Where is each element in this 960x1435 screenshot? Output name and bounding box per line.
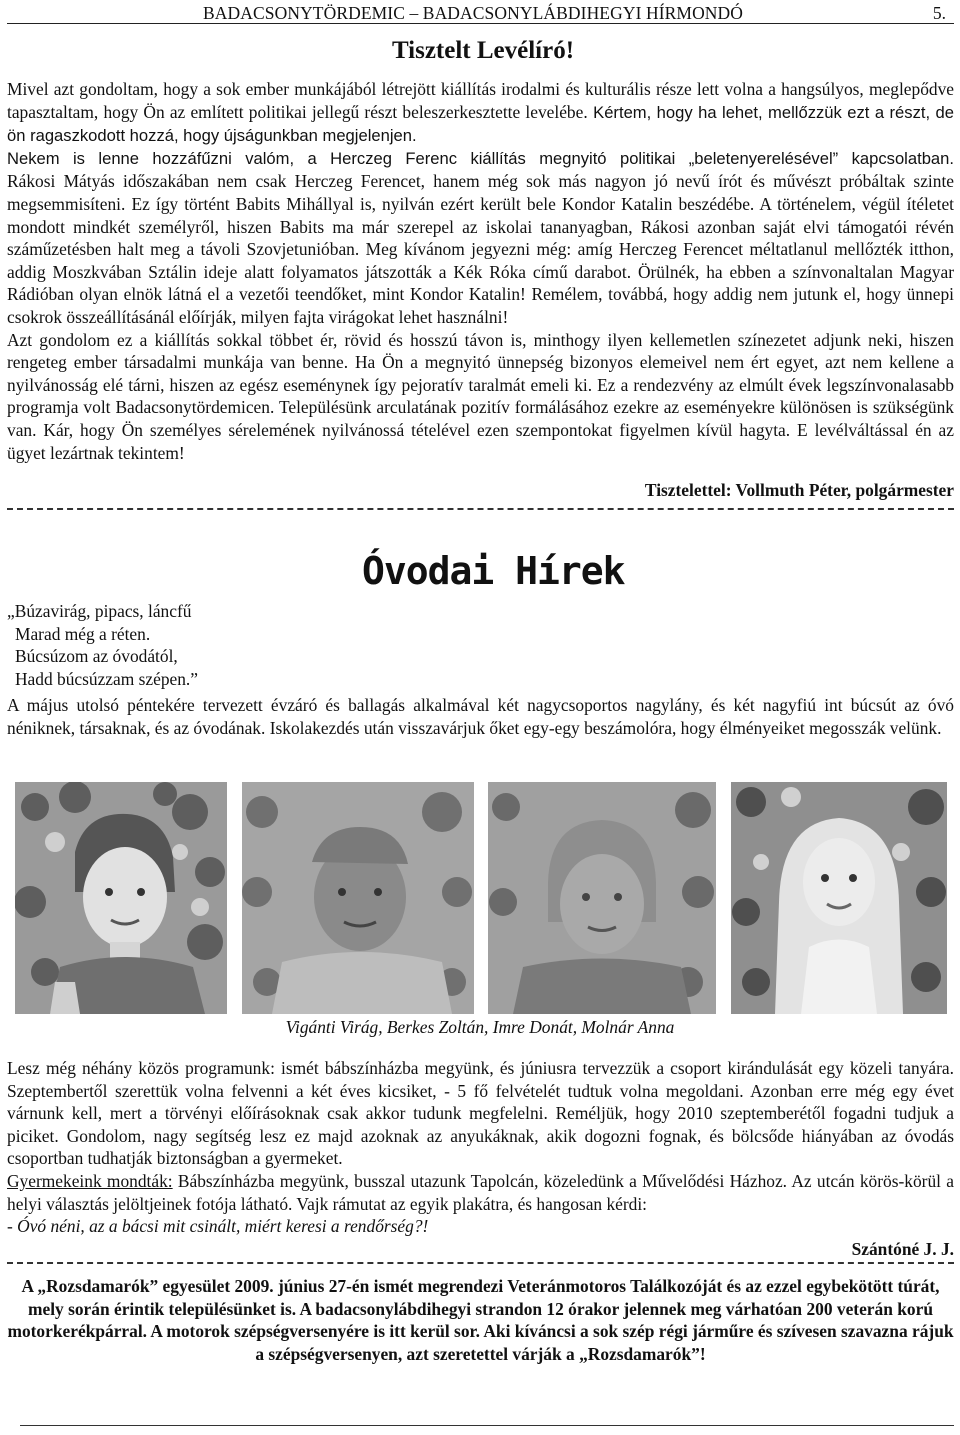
poem [7, 600, 198, 690]
letter-signature: Tisztelettel: Vollmuth Péter, polgármester [644, 480, 954, 501]
child-photo [488, 782, 716, 1014]
child-photo [15, 782, 227, 1014]
letter-text: Kértem, hogy ha lehet, mellőzzük ezt a részt, de ön ragaszkodott hozzá, hogy újságunkban megjelenjen. [7, 102, 954, 146]
announcement [7, 1262, 954, 1365]
poem-line: Marad még a réten. [15, 623, 151, 644]
photo-caption: Vigánti Virág, Berkes Zoltán, Imre Donát, Molnár Anna [285, 1017, 675, 1037]
letter-paragraph [7, 78, 954, 148]
poem-line: Búcsúzom az óvodától, [15, 646, 178, 667]
letter-title: Tisztelt Levélíró! [391, 37, 575, 64]
child-photo [242, 782, 474, 1014]
kindergarten-signature: Szántóné J. J. [851, 1238, 954, 1259]
kids-said-text: Bábszínházba megyünk, busszal utazunk Tapolcán, közeledünk a Művelődési Házhoz. Az utcán körös-körül a helyi választás jelöltjeinek fotója látható. Vajk rámutat az egyik plakátra, és hangosan kérdi: [7, 1170, 954, 1214]
kid-quote: - Óvó néni, az a bácsi mit csinált, miért keresi a rendőrség?! [7, 1216, 429, 1237]
section-divider [7, 508, 954, 510]
kindergarten-news-title: Óvodai Hírek [362, 549, 625, 593]
page-number: 5. [932, 3, 946, 23]
poem-line: „Búzavirág, pipacs, láncfű [7, 601, 192, 621]
kindergarten-paragraph: Lesz még néhány közös programunk: ismét bábszínházba megyünk, és júniusra tervezzük a csoport kirándulását egy közeli tanyára. Szeptembertől szerettük volna felvenni a két éves kicsiket, - 5 fő felvételét tudtuk volna megoldani. Azonban erre még egy évet várnunk kell, mert a törvényi előírásoknak csak akkor tudunk megfelelni. Reméljük, hogy 2010 szeptemberétől fogadni tudjuk a piciket. Gondolom, nagy segítség lesz ez majd azoknak az anyukáknak, akik dogozni fognak, és bölcsőde hiányában az óvodás csoportban tudhatják biztonságban a gyermeket. [7, 1058, 954, 1169]
kindergarten-paragraph: A május utolsó péntekére tervezett évzáró és ballagás alkalmával két nagycsoportos nagylány, és két nagyfiú int búcsút az óvó néniknek, társaknak, és az óvodának. Iskolakezdés után visszavárjuk őket egy-egy beszámolóra, hogy élményeiket megosszák velünk. [7, 695, 954, 738]
section-divider [7, 1262, 954, 1264]
newsletter-title: BADACSONYTÖRDEMIC – BADACSONYLÁBDIHEGYI HÍRMONDÓ [203, 3, 744, 23]
kindergarten-intro [7, 694, 954, 739]
announcement-text: A „Rozsdamarók” egyesület 2009. június 27-én ismét megrendezi Veteránmotoros Találkozóját és az ezzel egybekötött túrát, mely során érintik településünket is. A badacsonylábdihegyi strandon 12 órakor jelennek meg várhatóan 200 veterán korú motorkerékpárral. A motorok szépségversenyére is itt kerül sor. Aki kíváncsi a sok szép régi járműre és szívesen szavazna rájuk a szépségversenyen, azt szeretettel várják a „Rozsdamarók”! [7, 1276, 954, 1364]
children-photos [0, 782, 960, 1014]
page-header [7, 0, 954, 24]
kids-said-paragraph [7, 1170, 954, 1215]
letter-body [7, 78, 954, 464]
kindergarten-more [7, 1057, 954, 1260]
letter-text: Mivel azt gondoltam, hogy a sok ember munkájából létrejött kiállítás irodalmi és kulturális része lett volna a hangsúlyos, meglepődve tapasztaltam, hogy Ön az említett politikai jellegű részt beleszerkesztette levelébe. [7, 79, 954, 122]
poem-line: Hadd búcsúzzam szépen.” [15, 668, 199, 689]
letter-paragraph: Nekem is lenne hozzáfűzni valóm, a Herczeg Ferenc kiállítás megnyitó politikai „beletenyerelésével” kapcsolatban. [7, 148, 954, 168]
letter-paragraph: Azt gondolom ez a kiállítás sokkal többet ér, rövid és hosszú távon is, minthogy ilyen kellemetlen színezetet adjunk neki, hiszen rengeteg ember társadalmi munkája van benne. Ha Ön a megnyitó ünnepség bizonyos elemeivel nem ért egyet, azt nem kellene a nyilvánosság elé tárni, hiszen az egész eseménynek így pejoratív taralmát emeli ki. Ez a rendezvény az elmúlt évek legszínvonalasabb programja volt Badacsonytördemicen. Településünk arculatának pozitív formálásához ezekre az eseményekre különösen is szükségünk van. Kár, hogy Ön személyes sérelemének nyilvánossá tételével ezen szempontokat figyelmen kívül hagyta. E levélváltással én az ügyet lezártnak tekintem! [7, 329, 954, 463]
footer-rule [20, 1425, 954, 1426]
child-photo [731, 782, 947, 1014]
kids-said-label: Gyermekeink mondták: [7, 1170, 173, 1191]
letter-paragraph: Rákosi Mátyás időszakában nem csak Herczeg Ferencet, hanem még sok más nagyon jó nevű írót és művészt próbáltak szinte megsemmisíteni. Ez így történt Babits Mihállyal is, nyilván ezért került bele Kondor Katalin beszédébe. A történelem, végül ítéletet mondott mindkét személyről, hiszen Babits ma már szerepel az iskolai tananyagban, Rákosi azonban saját elvi támogatói révén száműzetésben halt meg a távoli Szovjetunióban. Meg kívánom jegyezni még: amíg Herczeg Ferencet méltatlanul mellőzték itthon, addig Moszkvában Sztálin ideje alatt folyamatos játszották a Kék Róka című darabot. Örülnék, ha ebben a színvonaltalan Magyar Rádióban olyan elnök látná el a vezetői teendőket, mint Kondor Katalin! Remélem, továbbá, hogy addig nem jutunk el, hogy ünnepi csokrok összeállításánál előírják, milyen fajta virágokat lehet használni! [7, 171, 954, 327]
